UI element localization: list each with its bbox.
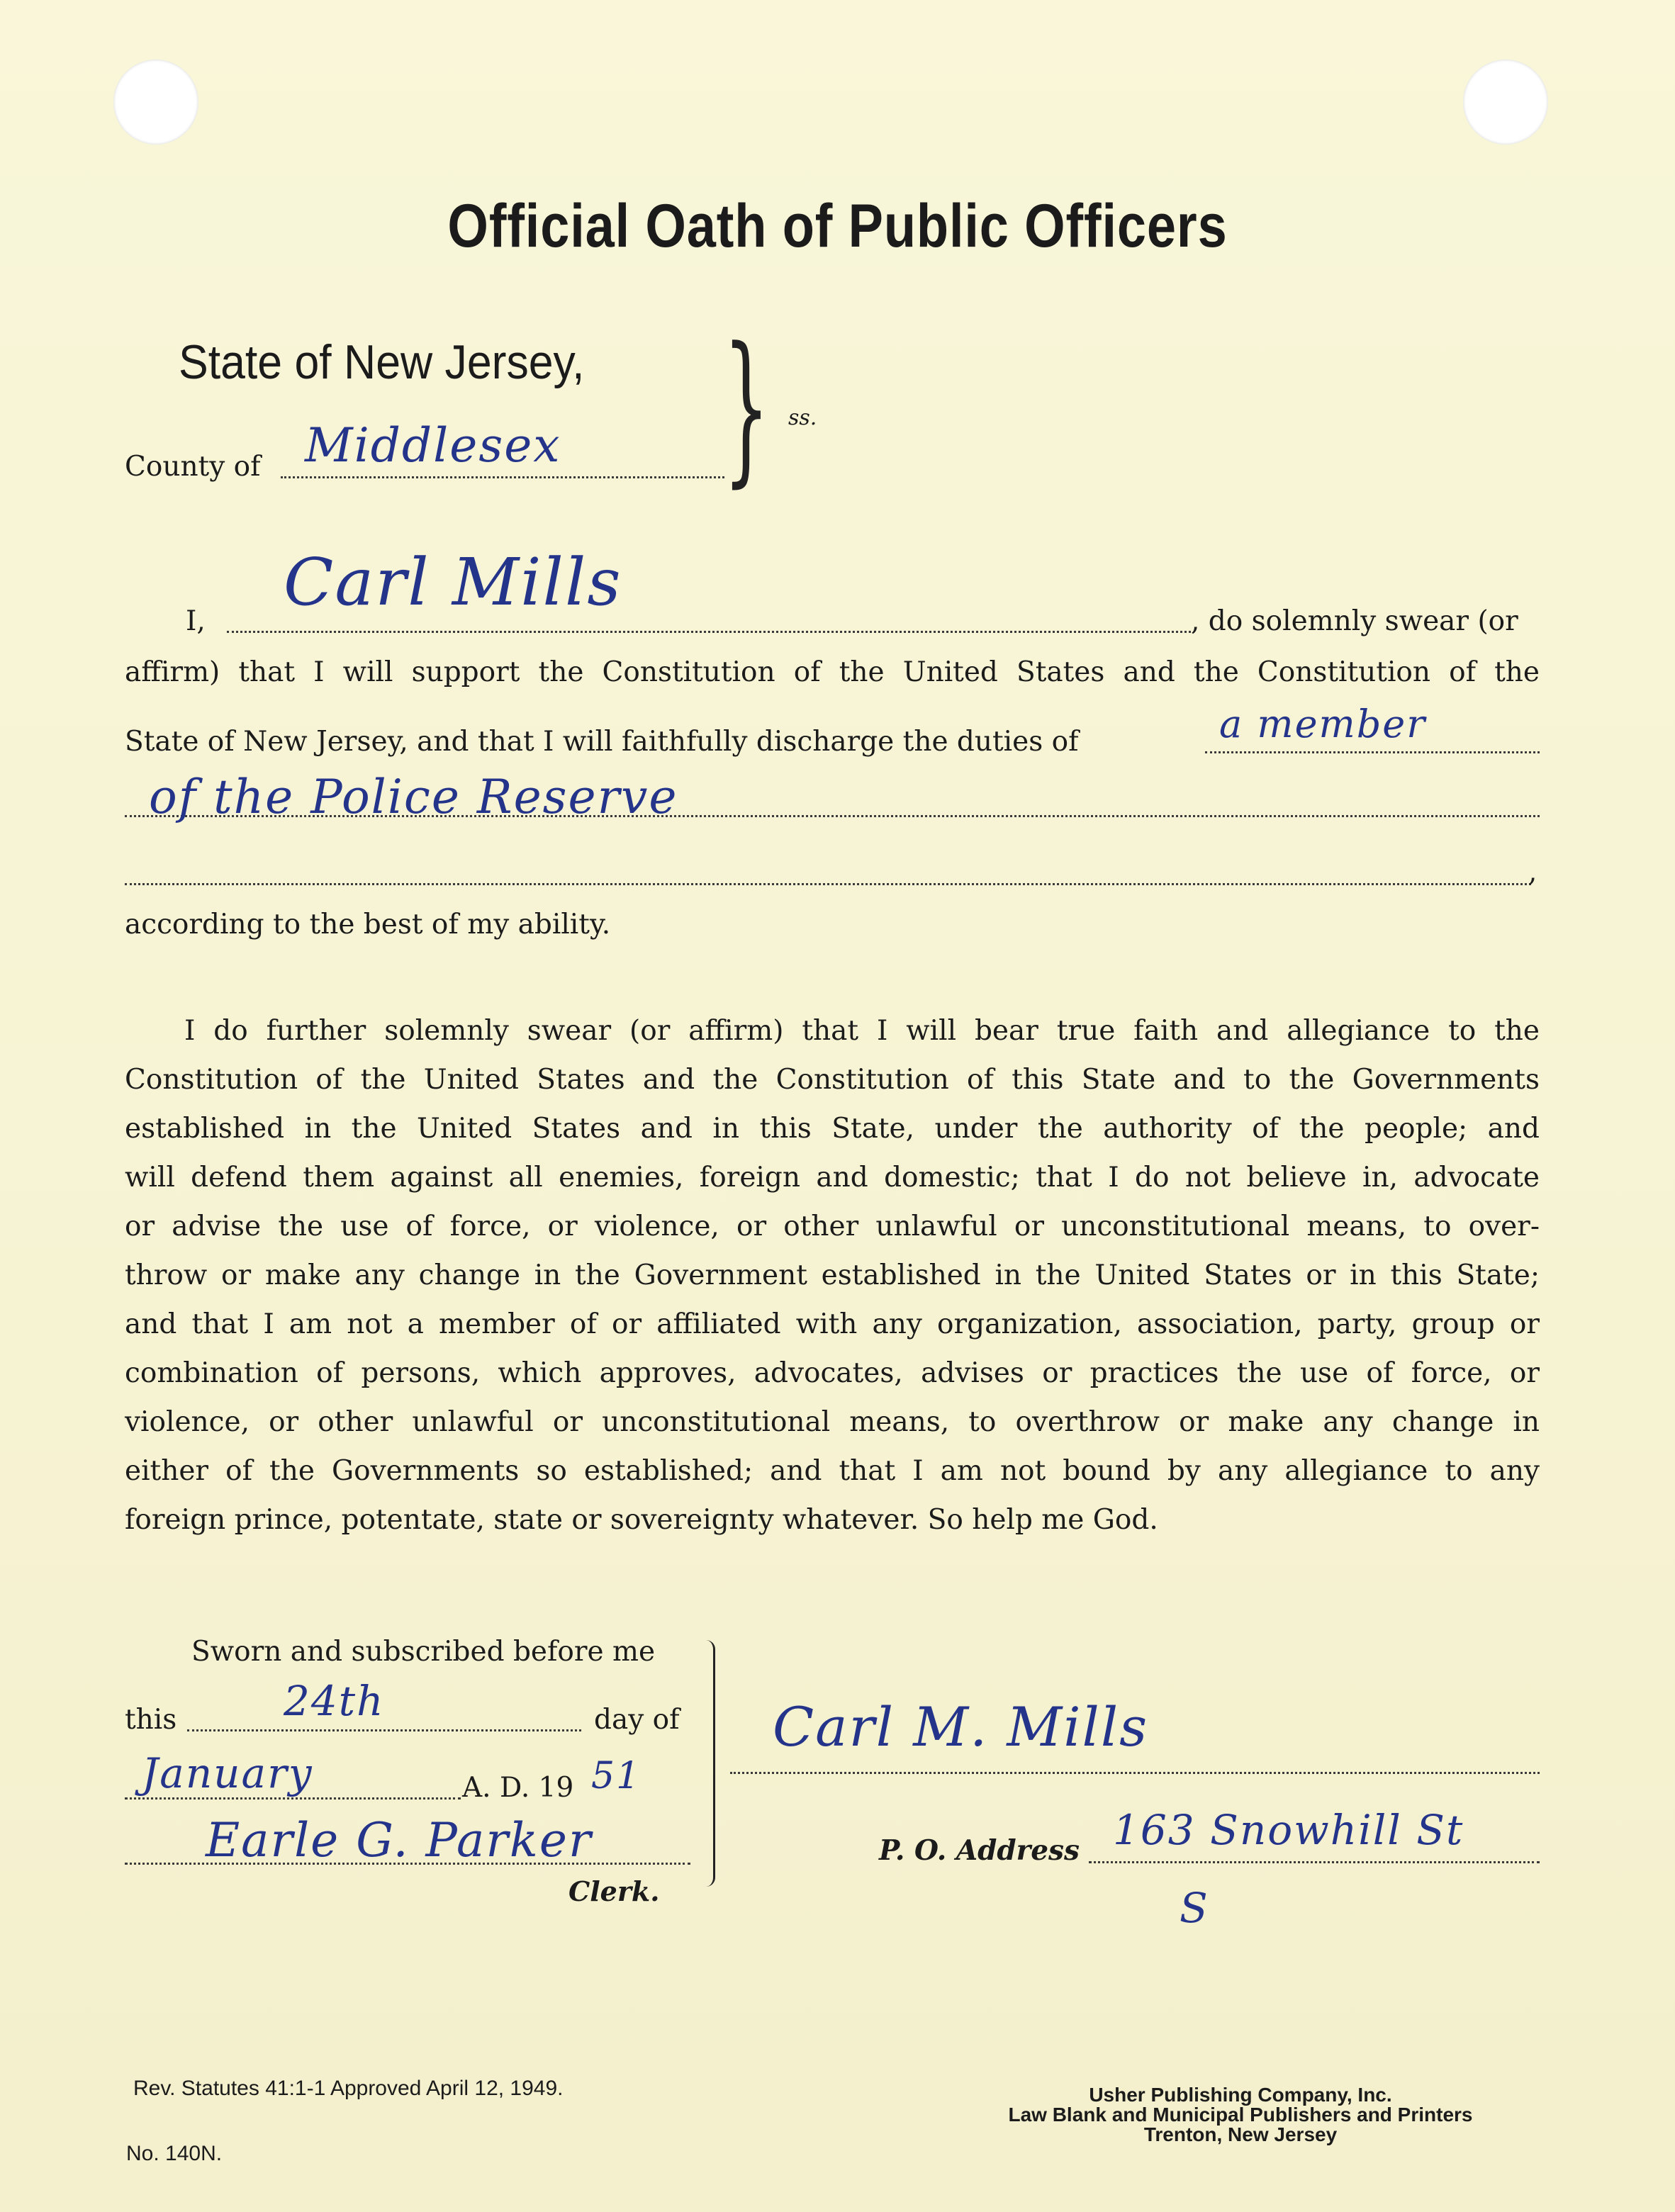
oath-line-2: affirm) that I will support the Constitution of the United States and the Constitution of the	[125, 656, 1540, 688]
county-label: County of	[125, 451, 261, 483]
clerk-signature: Earle G. Parker	[206, 1813, 593, 1868]
jurat-ad: A. D. 19	[462, 1772, 574, 1804]
allegiance-line: throw or make any change in the Government established in the United States or in this State;	[125, 1259, 1540, 1291]
address-extra-handwritten: S	[1180, 1884, 1209, 1932]
statute-reference: Rev. Statutes 41:1-1 Approved April 12, 1949.	[133, 2077, 564, 2100]
allegiance-line: established in the United States and in this State, under the authority of the people; and	[125, 1113, 1540, 1145]
punch-hole-left	[113, 60, 198, 145]
county-line	[281, 476, 724, 478]
jurat-this: this	[125, 1704, 177, 1736]
jurat-day-of: day of	[594, 1704, 680, 1736]
county-handwritten: Middlesex	[305, 418, 561, 473]
punch-hole-right	[1463, 60, 1548, 145]
office-comma: ,	[1528, 856, 1537, 888]
name-line	[227, 631, 1191, 633]
allegiance-line: and that I am not a member of or affiliated with any organization, association, party, group or	[125, 1308, 1540, 1340]
office-line-3	[125, 883, 1531, 885]
allegiance-line: Constitution of the United States and the Constitution of this State and to the Governments	[125, 1064, 1540, 1096]
publisher-location: Trenton, New Jersey	[1143, 2123, 1338, 2145]
state-label: State of New Jersey,	[179, 335, 585, 389]
oath-i: I,	[186, 605, 206, 637]
day-handwritten: 24th	[284, 1677, 385, 1725]
allegiance-line: foreign prince, potentate, state or sovereignty whatever. So help me God.	[125, 1504, 1158, 1536]
jurat-bracket	[706, 1640, 715, 1887]
allegiance-line: or advise the use of force, or violence, or other unlawful or unconstitutional means, to over-	[125, 1211, 1540, 1242]
allegiance-line: will defend them against all enemies, foreign and domestic; that I do not believe in, advocate	[125, 1162, 1540, 1194]
year-handwritten: 51	[591, 1755, 642, 1797]
month-line	[125, 1797, 461, 1800]
address-handwritten: 163 Snowhill St	[1113, 1806, 1464, 1854]
venue-brace: }	[723, 313, 770, 503]
oath-line-3: State of New Jersey, and that I will faithfully discharge the duties of	[125, 726, 1079, 758]
allegiance-line: I do further solemnly swear (or affirm) that I will bear true faith and allegiance to the	[184, 1015, 1540, 1047]
allegiance-line: either of the Governments so established; and that I am not bound by any allegiance to any	[125, 1455, 1540, 1487]
publisher-name: Usher Publishing Company, Inc.	[1089, 2084, 1392, 2106]
day-line	[187, 1729, 581, 1731]
address-line	[1089, 1861, 1540, 1863]
name-handwritten: Carl Mills	[284, 544, 622, 620]
ss-mark: ss.	[788, 405, 817, 430]
jurat-sworn: Sworn and subscribed before me	[191, 1636, 656, 1668]
office-line-1	[1205, 751, 1540, 753]
allegiance-line: combination of persons, which approves, advocates, advises or practices the use of force, or	[125, 1357, 1540, 1389]
form-number: No. 140N.	[126, 2142, 223, 2165]
allegiance-line: violence, or other unlawful or unconstitutional means, to overthrow or make any change in	[125, 1406, 1540, 1438]
po-address-label: P. O. Address	[879, 1834, 1080, 1867]
month-handwritten: January	[142, 1749, 313, 1797]
signer-signature: Carl M. Mills	[773, 1695, 1149, 1758]
clerk-label: Clerk.	[568, 1875, 660, 1907]
oath-swear-text: , do solemnly swear (or	[1191, 605, 1518, 637]
office-handwritten-2: of the Police Reserve	[149, 770, 678, 824]
oath-ability: according to the best of my ability.	[125, 909, 611, 941]
office-handwritten-1: a member	[1219, 702, 1427, 746]
allegiance-paragraph	[125, 1006, 1540, 1544]
form-title: Official Oath of Public Officers	[447, 192, 1228, 260]
signature-line	[730, 1772, 1540, 1774]
publisher-desc: Law Blank and Municipal Publishers and Printers	[1008, 2104, 1473, 2126]
